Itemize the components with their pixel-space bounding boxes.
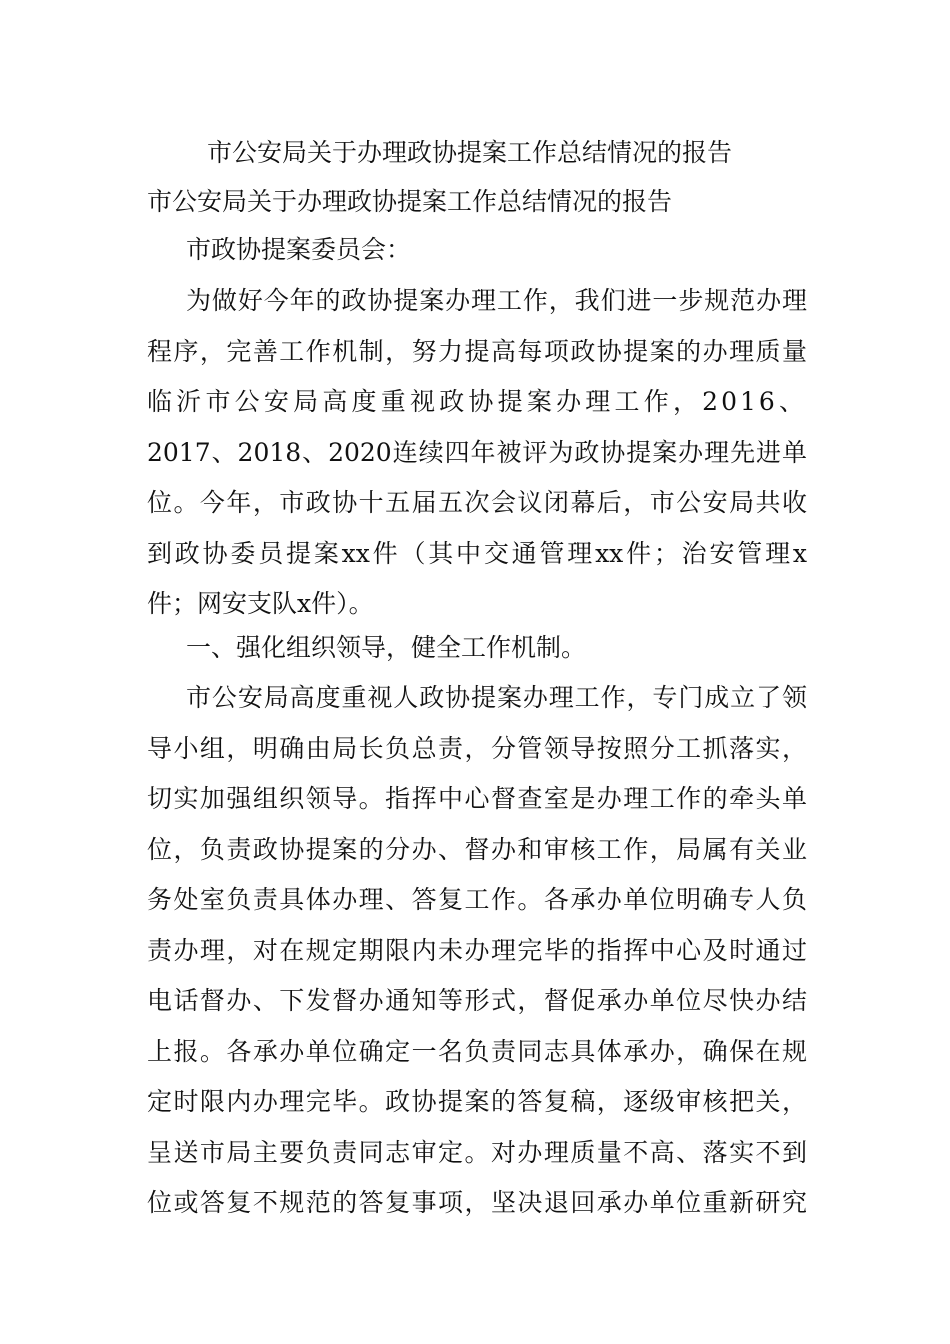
paragraph-line: 位或答复不规范的答复事项，坚决退回承办单位重新研究 — [147, 1188, 807, 1217]
paragraph-line: 为做好今年的政协提案办理工作，我们进一步规范办理 — [186, 286, 807, 315]
paragraph-line: 电话督办、下发督办通知等形式，督促承办单位尽快办结 — [147, 986, 807, 1015]
document-subtitle: 市公安局关于办理政协提案工作总结情况的报告 — [147, 187, 673, 216]
paragraph-line: 呈送市局主要负责同志审定。对办理质量不高、落实不到 — [147, 1137, 807, 1167]
paragraph-line: 2017、2018、2020连续四年被评为政协提案办理先进单 — [147, 437, 807, 467]
paragraph-2 — [147, 673, 807, 1229]
salutation: 市政协提案委员会： — [186, 235, 412, 264]
paragraph-1 — [147, 276, 807, 630]
paragraph-line: 责办理，对在规定期限内未办理完毕的指挥中心及时通过 — [147, 935, 807, 965]
paragraph-line: 市公安局高度重视人政协提案办理工作，专门成立了领 — [186, 683, 807, 712]
paragraph-line: 临沂市公安局高度重视政协提案办理工作，2016、 — [147, 387, 807, 416]
section-heading: 一、强化组织领导，健全工作机制。 — [186, 633, 587, 662]
paragraph-line: 位，负责政协提案的分办、督办和审核工作，局属有关业 — [147, 834, 807, 864]
paragraph-line: 件；网安支队x件）。 — [147, 589, 374, 618]
paragraph-line: 定时限内办理完毕。政协提案的答复稿，逐级审核把关， — [147, 1087, 807, 1116]
paragraph-line: 务处室负责具体办理、答复工作。各承办单位明确专人负 — [147, 885, 807, 914]
paragraph-line: 导小组，明确由局长负总责，分管领导按照分工抓落实， — [147, 733, 807, 763]
paragraph-line: 位。今年，市政协十五届五次会议闭幕后，市公安局共收 — [147, 488, 807, 517]
paragraph-line: 程序，完善工作机制，努力提高每项政协提案的办理质量 — [147, 336, 807, 366]
paragraph-line: 到政协委员提案xx件（其中交通管理xx件；治安管理x — [147, 538, 807, 568]
paragraph-line: 切实加强组织领导。指挥中心督查室是办理工作的牵头单 — [147, 784, 807, 813]
document-title: 市公安局关于办理政协提案工作总结情况的报告 — [207, 138, 733, 167]
paragraph-line: 上报。各承办单位确定一名负责同志具体承办，确保在规 — [147, 1036, 807, 1066]
